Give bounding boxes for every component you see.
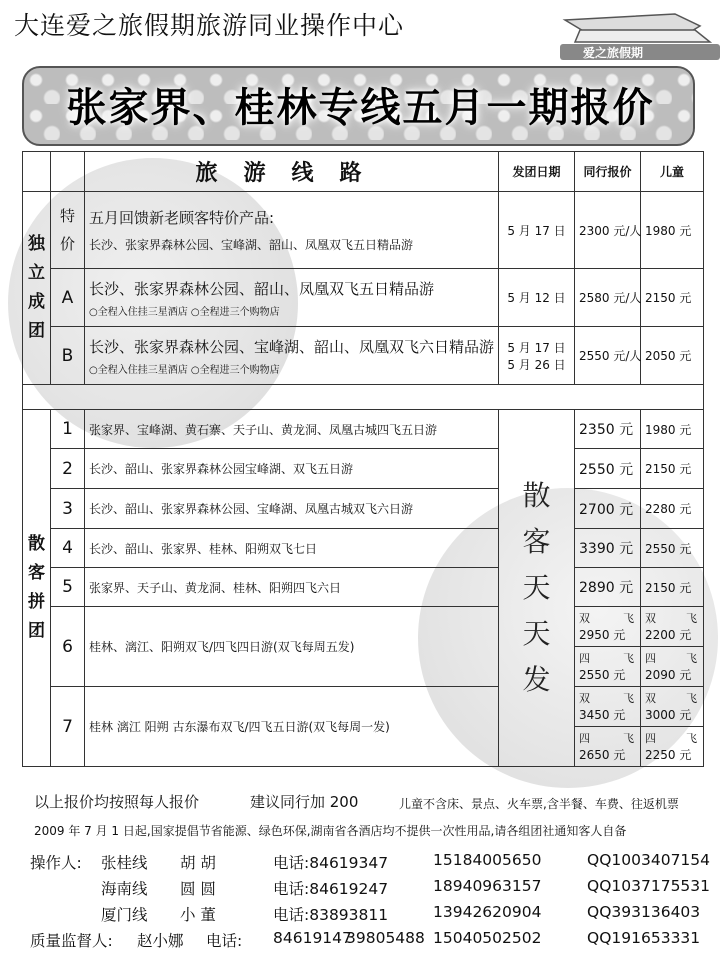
supervisor-label: 质量监督人:	[30, 932, 113, 950]
contact-mobile: 13942620904	[433, 903, 542, 921]
contact-qq: QQ1003407154	[587, 851, 711, 869]
supervisor-qq: QQ191653331	[587, 929, 701, 947]
group1-label: 独 立 成 团	[23, 192, 51, 385]
price-note: 以上报价均按照每人报价	[34, 793, 200, 811]
child-price: 2150 元	[641, 269, 704, 327]
child-price: 2150 元	[641, 449, 704, 489]
peer-price-option: 四 飞 2550 元	[575, 647, 641, 687]
peer-price: 2350 元	[575, 410, 641, 449]
route-text: 长沙、韶山、张家界、桂林、阳朔双飞七日	[85, 529, 499, 568]
row-index: 4	[51, 529, 85, 568]
peer-price: 2300 元/人	[575, 192, 641, 269]
table-header-row	[23, 152, 704, 192]
route-cell	[85, 327, 499, 385]
child-price-option: 四 飞 2250 元	[641, 727, 704, 767]
logo-text: 爱之旅假期	[583, 46, 644, 60]
table-row	[23, 489, 704, 529]
route-text: 长沙、张家界森林公园、宝峰湖、韶山、凤凰双飞五日精品游	[89, 238, 414, 252]
contact-line: 海南线	[101, 880, 148, 898]
child-price: 2280 元	[641, 489, 704, 529]
child-price-option: 四 飞 2090 元	[641, 647, 704, 687]
peer-price-option: 四 飞 2650 元	[575, 727, 641, 767]
route-text: 长沙、韶山、张家界森林公园、宝峰湖、凤凰古城双飞六日游	[85, 489, 499, 529]
suggest-note: 建议同行加 200	[250, 793, 359, 811]
table-row	[23, 687, 704, 727]
table-row	[23, 192, 704, 269]
group2-label: 散 客 拼 团	[23, 410, 51, 767]
supervisor-tel-label: 电话:	[206, 932, 243, 950]
peer-price: 2700 元	[575, 489, 641, 529]
header-peer-price: 同行报价	[575, 152, 641, 192]
table-row	[23, 529, 704, 568]
peer-price: 3390 元	[575, 529, 641, 568]
contact-line: 厦门线	[101, 906, 148, 924]
route-text: 长沙、韶山、张家界森林公园宝峰湖、双飞五日游	[85, 449, 499, 489]
row-index: 5	[51, 568, 85, 607]
route-text: 桂林 漓江 阳朔 古东瀑布双飞/四飞五日游(双飞每周一发)	[85, 687, 499, 767]
peer-price: 2550 元	[575, 449, 641, 489]
header-child: 儿童	[641, 152, 704, 192]
table-row	[23, 327, 704, 385]
contact-name: 圆 圆	[180, 880, 216, 898]
header-route: 旅游线路	[85, 152, 499, 192]
peer-price: 2890 元	[575, 568, 641, 607]
row-index: 1	[51, 410, 85, 449]
route-text: 张家界、天子山、黄龙洞、桂林、阳朔四飞六日	[85, 568, 499, 607]
child-price: 1980 元	[641, 410, 704, 449]
child-price: 2550 元	[641, 529, 704, 568]
ship-logo	[525, 8, 725, 62]
supervisor-phone2: 39805488	[346, 929, 425, 947]
row-tag: A	[51, 269, 85, 327]
row-index: 3	[51, 489, 85, 529]
contact-tel: 电话:84619247	[273, 880, 389, 898]
departure-date: 5 月 17 日	[499, 192, 575, 269]
table-row	[23, 568, 704, 607]
route-note: ○全程入住挂三星酒店 ○全程进三个购物店	[89, 306, 280, 318]
departure-date: 5 月 12 日	[499, 269, 575, 327]
departure-date: 5 月 17 日 5 月 26 日	[499, 327, 575, 385]
route-text: 长沙、张家界森林公园、韶山、凤凰双飞五日精品游	[89, 279, 435, 298]
route-text: 桂林、漓江、阳朔双飞/四飞四日游(双飞每周五发)	[85, 607, 499, 687]
route-text: 长沙、张家界森林公园、宝峰湖、韶山、凤凰双飞六日精品游	[89, 337, 495, 356]
child-price: 1980 元	[641, 192, 704, 269]
header-date: 发团日期	[499, 152, 575, 192]
row-index: 2	[51, 449, 85, 489]
org-name: 大连爱之旅假期旅游同业操作中心	[14, 11, 405, 40]
contact-line: 张桂线	[101, 854, 148, 872]
contact-tel: 电话:84619347	[273, 854, 389, 872]
route-cell	[85, 192, 499, 269]
peer-price: 2580 元/人	[575, 269, 641, 327]
supervisor-tel: 84619147	[273, 929, 352, 947]
table-separator	[23, 385, 704, 410]
child-price-option: 双 飞 2200 元	[641, 607, 704, 647]
policy-note: 2009 年 7 月 1 日起,国家提倡节省能源、绿色环保,湖南省各酒店均不提供一次性用品,请各组团社通知客人自备	[34, 824, 627, 838]
child-price: 2050 元	[641, 327, 704, 385]
contact-mobile: 18940963157	[433, 877, 542, 895]
row-index: 6	[51, 607, 85, 687]
route-text: 张家界、宝峰湖、黄石寨、天子山、黄龙洞、凤凰古城四飞五日游	[85, 410, 499, 449]
table-row	[23, 410, 704, 449]
supervisor-name: 赵小娜	[137, 932, 184, 950]
peer-price-option: 双 飞 2950 元	[575, 607, 641, 647]
contact-mobile: 15184005650	[433, 851, 542, 869]
row-index: 7	[51, 687, 85, 767]
row-tag: B	[51, 327, 85, 385]
child-note: 儿童不含床、景点、火车票,含半餐、车费、往返机票	[399, 797, 679, 811]
peer-price: 2550 元/人	[575, 327, 641, 385]
daily-departure: 散 客 天 天 发	[499, 410, 575, 767]
route-note: ○全程入住挂三星酒店 ○全程进三个购物店	[89, 364, 280, 376]
child-price: 2150 元	[641, 568, 704, 607]
route-cell	[85, 269, 499, 327]
child-price-option: 双 飞 3000 元	[641, 687, 704, 727]
banner-title: 张家界、桂林专线五月一期报价	[66, 85, 655, 131]
price-table	[22, 151, 704, 767]
contact-name: 胡 胡	[180, 854, 216, 872]
supervisor-mobile: 15040502502	[433, 929, 542, 947]
contact-name: 小 董	[180, 906, 216, 924]
contact-qq: QQ393136403	[587, 903, 701, 921]
title-banner	[22, 66, 695, 146]
route-title: 五月回馈新老顾客特价产品:	[89, 209, 275, 227]
peer-price-option: 双 飞 3450 元	[575, 687, 641, 727]
operator-label: 操作人:	[30, 854, 82, 872]
row-tag: 特 价	[51, 192, 85, 269]
contact-qq: QQ1037175531	[587, 877, 711, 895]
table-row	[23, 607, 704, 647]
contact-tel: 电话:83893811	[273, 906, 389, 924]
table-row	[23, 269, 704, 327]
table-row	[23, 449, 704, 489]
